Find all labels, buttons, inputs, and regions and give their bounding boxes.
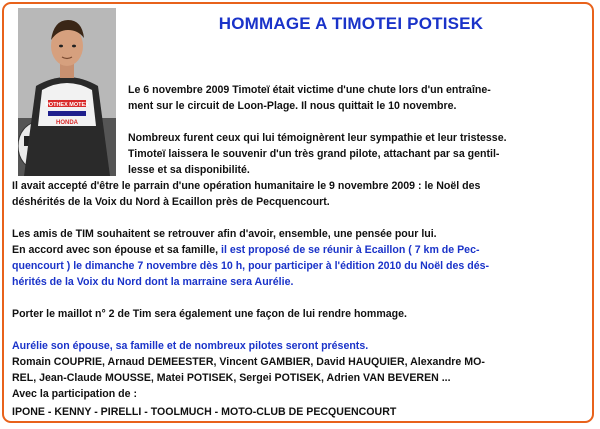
paragraph-line-10: quencourt ) le dimanche 7 novembre dès 10 h, pour participer à l'édition 2010 du Noël des dés- [12, 260, 490, 272]
paragraph-line-6: Il avait accepté d'être le parrain d'une opération humanitaire le 9 novembre 2009 : le Noël des [12, 180, 481, 192]
rider-photo [18, 8, 116, 176]
paragraph-line-14: Romain COUPRIE, Arnaud DEMEESTER, Vincent GAMBIER, David HAUQUIER, Alexandre MO- [12, 356, 485, 368]
page-title: HOMMAGE A TIMOTEI POTISEK [218, 14, 484, 33]
paragraph-line-5: lesse et sa disponibilité. [128, 164, 250, 176]
paragraph-line-15: REL, Jean-Claude MOUSSE, Matei POTISEK, Sergei POTISEK, Adrien VAN BEVEREN ... [12, 372, 451, 384]
paragraph-line-9-highlight: il est proposé de se réunir à Ecaillon ( 7 km de Pec- [221, 244, 480, 256]
jersey-brand-text: HONDA [56, 120, 78, 126]
paragraph-line-16: Avec la participation de : [12, 388, 137, 400]
paragraph-line-8: Les amis de TIM souhaitent se retrouver afin d'avoir, ensemble, une pensée pour lui. [12, 228, 437, 240]
paragraph-line-4: Timoteï laissera le souvenir d'un très grand pilote, attachant par sa gentil- [128, 148, 500, 160]
paragraph-line-3: Nombreux furent ceux qui lui témoignèrent leur sympathie et leur tristesse. [128, 132, 507, 144]
paragraph-line-9-start: En accord avec son épouse et sa famille, [12, 244, 222, 256]
paragraph-line-12: Porter le maillot n° 2 de Tim sera également une façon de lui rendre hommage. [12, 308, 407, 320]
paragraph-line-2: ment sur le circuit de Loon-Plage. Il nous quittait le 10 novembre. [128, 100, 457, 112]
jersey-sponsor-text: POTHEX MOTEX [45, 102, 89, 108]
paragraph-line-11: hérités de la Voix du Nord dont la marraine sera Aurélie. [12, 276, 294, 288]
paragraph-line-1: Le 6 novembre 2009 Timoteï était victime d'une chute lors d'un entraîne- [128, 84, 491, 96]
paragraph-line-7: déshérités de la Voix du Nord à Ecaillon près de Pecquencourt. [12, 196, 330, 208]
paragraph-line-9 [12, 242, 480, 258]
tribute-frame [2, 2, 594, 423]
paragraph-line-13: Aurélie son épouse, sa famille et de nombreux pilotes seront présents. [12, 340, 369, 352]
sponsors-line: IPONE - KENNY - PIRELLI - TOOLMUCH - MOTO-CLUB DE PECQUENCOURT [12, 406, 397, 418]
rider-illustration [18, 8, 116, 176]
